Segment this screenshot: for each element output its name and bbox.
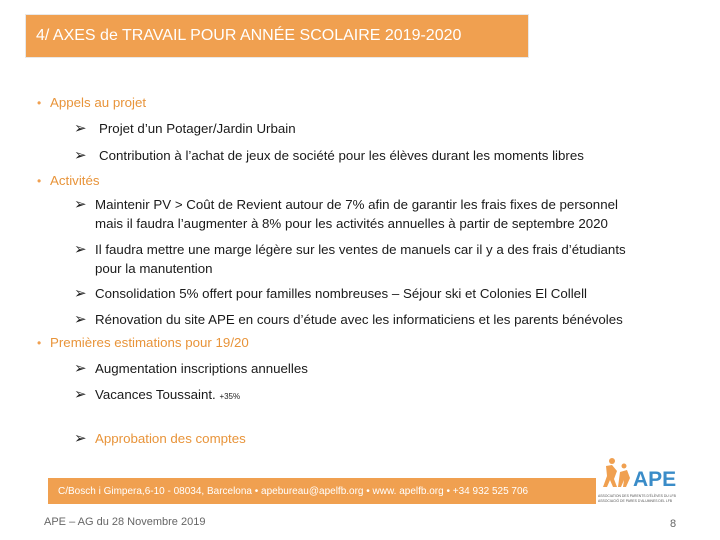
logo-tagline: ASSOCIACIÓ DE PARES D’ALUMNES DEL LFB [598,499,673,503]
arrow-bullet-icon: ➢ [74,386,87,403]
arrow-bullet-icon: ➢ [74,430,87,447]
arrow-bullet-icon: ➢ [74,147,87,164]
section-heading-estimations: Premières estimations pour 19/20 [50,335,249,350]
logo-text: APE [633,468,677,491]
list-item: Augmentation inscriptions annuelles [95,361,308,376]
people-icon [603,458,630,487]
page-number: 8 [670,518,677,530]
list-item: Projet d’un Potager/Jardin Urbain [99,121,296,136]
arrow-bullet-icon: ➢ [74,360,87,377]
arrow-bullet-icon: ➢ [74,120,87,137]
list-item: Consolidation 5% offert pour familles nombreuses – Séjour ski et Colonies El Collell [95,286,587,301]
arrow-bullet-icon: ➢ [74,285,87,302]
bullet-dot: • [37,174,42,188]
arrow-bullet-icon: ➢ [74,196,87,213]
list-item: Maintenir PV > Coût de Revient autour de 7% afin de garantir les frais fixes de personnel [95,197,618,212]
list-item: Rénovation du site APE en cours d’étude avec les informaticiens et les parents bénévoles [95,312,623,327]
list-item-highlight: Approbation des comptes [95,431,246,446]
percentage-note: +35% [219,392,241,401]
footer-contact: C/Bosch i Gimpera,6-10 - 08034, Barcelona • apebureau@apelfb.org • www. apelfb.org • +34 932 525 706 [58,485,529,497]
list-item-text: Vacances Toussaint. [95,387,216,402]
list-item: Contribution à l’achat de jeux de société pour les élèves durant les moments libres [99,148,584,163]
slide-title: 4/ AXES de TRAVAIL POUR ANNÉE SCOLAIRE 2019-2020 [36,27,462,44]
bullet-dot: • [37,96,42,110]
arrow-bullet-icon: ➢ [74,241,87,258]
footer-contact-bar [48,478,596,504]
list-item: Il faudra mettre une marge légère sur les ventes de manuels car il y a des frais d’étudiants [95,242,626,257]
list-item-continuation: pour la manutention [95,261,213,276]
arrow-bullet-icon: ➢ [74,311,87,328]
section-heading-activites: Activités [50,173,100,188]
ape-logo [596,452,688,510]
logo-tagline: ASSOCIATION DES PARENTS D’ÉLÈVES DU LFB [598,494,676,498]
list-item-continuation: mais il faudra l’augmenter à 8% pour les activités annuelles à partir de septembre 2020 [95,216,608,231]
section-heading-appels: Appels au projet [50,95,147,110]
bullet-dot: • [37,336,42,350]
footer-meeting-label: APE – AG du 28 Novembre 2019 [44,516,206,528]
list-item [95,385,240,407]
